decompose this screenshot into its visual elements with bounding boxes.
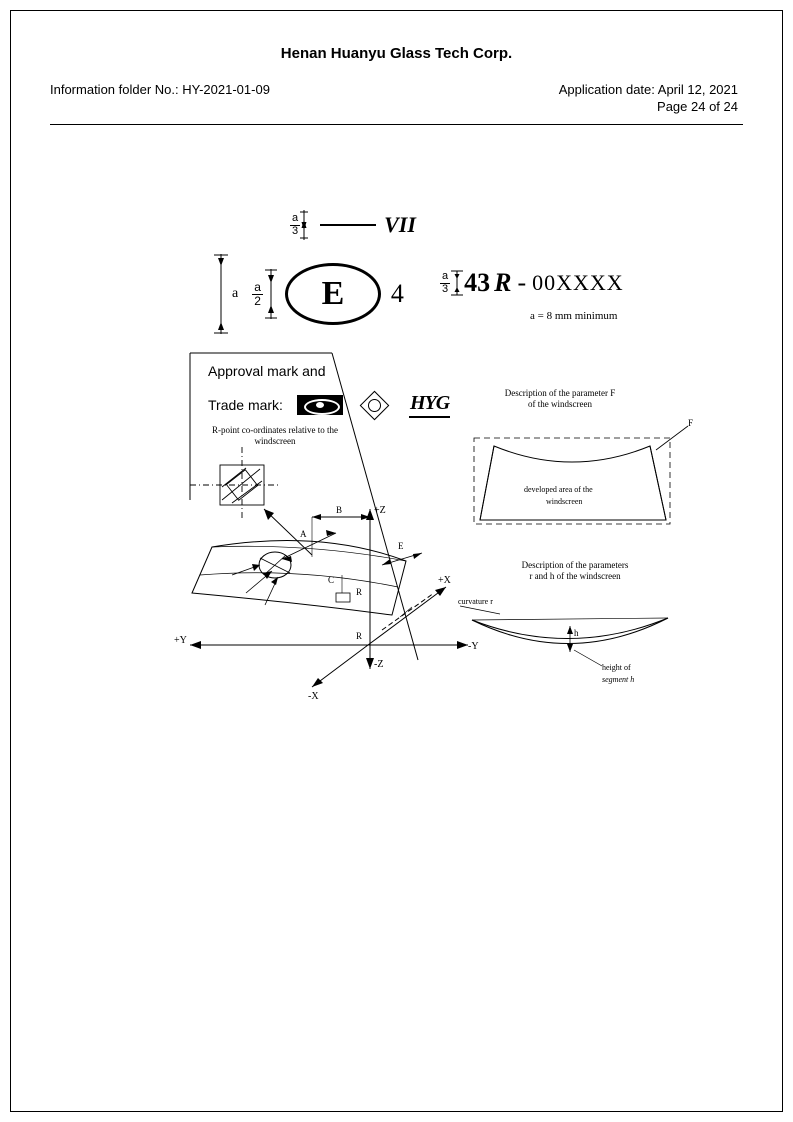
code-dash: -: [517, 268, 527, 297]
e-mark-ellipse: E: [285, 263, 381, 325]
fraction-a-over-3-code: $\frac{a}{3}$: [442, 269, 449, 295]
parameter-f-caption: Description of the parameter F of the windscreen: [504, 388, 616, 410]
r-point-caption: R-point co-ordinates relative to the windscreen: [212, 425, 338, 447]
developed-area-line2: windscreen: [546, 497, 583, 506]
figure-r-point: [160, 425, 480, 715]
figure-parameter-f: [450, 388, 710, 538]
eye-logo-icon: [297, 395, 343, 415]
label-r-dimension: R: [356, 587, 363, 597]
approval-number: 00XXXX: [532, 270, 624, 295]
label-c-dimension: C: [328, 575, 335, 585]
parameter-rh-drawing: [450, 592, 710, 712]
trade-mark-row: [208, 392, 450, 418]
diamond-logo-icon: [357, 394, 397, 416]
r-point-drawing: [160, 425, 480, 715]
label-plus-x: +X: [438, 575, 451, 586]
label-e-dimension: E: [398, 541, 404, 551]
label-curvature-r: curvature r: [458, 597, 493, 606]
figure-parameter-rh: [450, 560, 710, 710]
label-plus-z: +Z: [374, 505, 386, 516]
regulation-number: 43: [464, 268, 491, 297]
label-f: F: [688, 418, 694, 428]
height-of-segment-line1: height of: [602, 663, 631, 672]
label-origin-r: R: [356, 631, 363, 641]
label-minus-y: -Y: [468, 641, 479, 652]
information-folder-number: Information folder No.: HY-2021-01-09: [50, 82, 270, 97]
class-numeral: VII: [384, 212, 416, 237]
label-h: h: [574, 628, 579, 638]
parameter-rh-caption: Description of the parameters r and h of the windscreen: [521, 560, 629, 582]
fraction-a-over-2: $\frac{a}{2}$: [254, 279, 261, 308]
developed-area-line1: developed area of the: [524, 485, 593, 494]
label-b-dimension: B: [336, 505, 343, 515]
header-right-meta: [559, 82, 738, 114]
label-plus-y: +Y: [174, 635, 187, 646]
page-number: Page 24 of 24: [657, 99, 738, 114]
fraction-a-over-3-top: $\frac{a}{3}$: [292, 211, 299, 237]
technical-drawing: [50, 180, 740, 740]
hyg-logo-icon: HYG: [409, 392, 450, 418]
header-divider: [50, 124, 743, 125]
height-of-segment-line2: segment h: [602, 675, 635, 684]
approval-mark-label: Approval mark and: [208, 363, 326, 379]
e-approval-country-number: 4: [390, 279, 404, 308]
page-title: Henan Huanyu Glass Tech Corp.: [280, 45, 513, 62]
a-minimum-note: a = 8 mm minimum: [530, 310, 618, 322]
label-minus-x: -X: [308, 691, 319, 702]
r-letter: R: [494, 268, 512, 297]
application-date: Application date: April 12, 2021: [558, 82, 738, 97]
label-a-dimension: A: [300, 529, 307, 539]
parameter-f-drawing: [450, 416, 710, 556]
label-minus-z: -Z: [374, 659, 384, 670]
trade-mark-label: Trade mark:: [208, 397, 283, 413]
label-a: a: [232, 286, 239, 301]
